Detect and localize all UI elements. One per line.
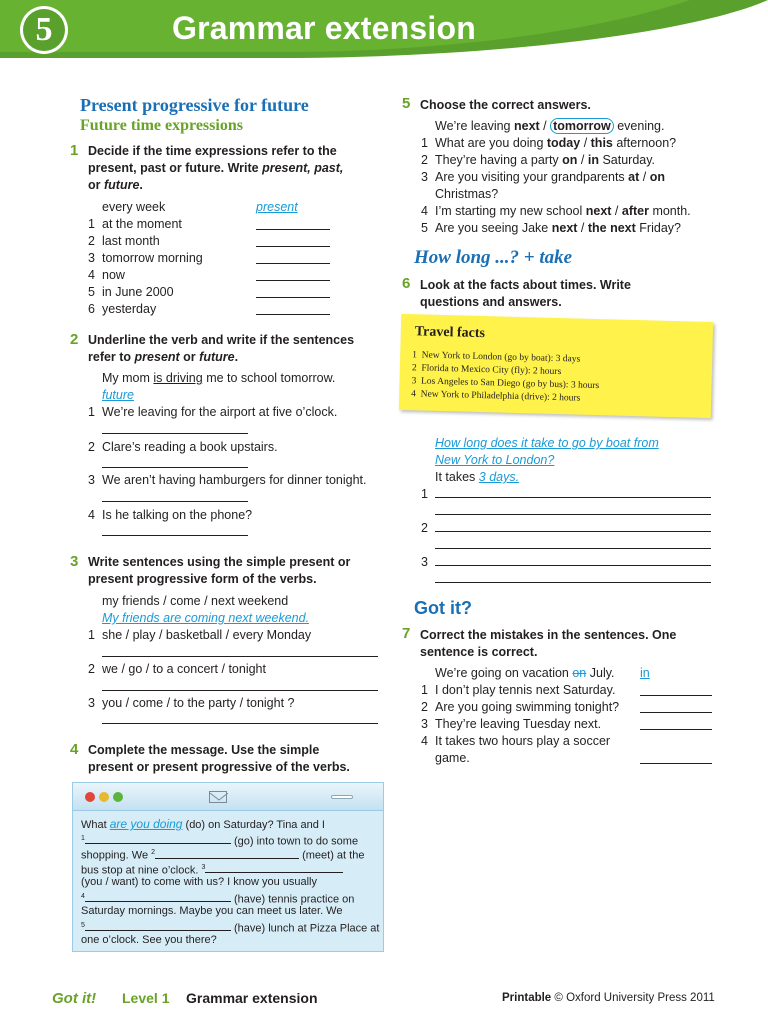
- exercise-number: 4: [70, 741, 79, 758]
- item-number: 2: [421, 521, 428, 535]
- item-number: 4: [421, 734, 428, 748]
- item-number: 3: [421, 170, 428, 184]
- message-window: [72, 782, 384, 952]
- list-item: It takes two hours play a soccer: [435, 734, 611, 748]
- item-number: 1: [421, 487, 428, 501]
- exercise-instruction: sentence is correct.: [420, 645, 538, 659]
- list-item: Are you going swimming tonight?: [435, 700, 620, 714]
- answer-blank[interactable]: [640, 712, 712, 713]
- item-number: 1: [421, 683, 428, 697]
- list-item: she / play / basketball / every Monday: [102, 628, 312, 642]
- section-subtitle: Future time expressions: [80, 117, 243, 134]
- exercise-number: 5: [402, 95, 411, 112]
- example-item: It takes 3 days.: [435, 470, 520, 484]
- item-number: 4: [88, 508, 95, 522]
- unit-number: 5: [35, 11, 53, 48]
- exercise-number: 3: [70, 553, 79, 570]
- item-number: 3: [88, 251, 95, 265]
- list-item: you / come / to the party / tonight ?: [102, 696, 295, 710]
- list-item: They’re having a party on / in Saturday.: [435, 153, 656, 167]
- answer-blank[interactable]: [435, 565, 711, 566]
- item-number: 6: [88, 302, 95, 316]
- exercise-instruction: Look at the facts about times. Write: [420, 278, 631, 292]
- example-item: my friends / come / next weekend: [102, 594, 289, 608]
- exercise-instruction: present progressive form of the verbs.: [88, 572, 317, 586]
- example-answer: New York to London?: [435, 453, 555, 467]
- exercise-instruction: questions and answers.: [420, 295, 562, 309]
- item-number: 3: [421, 717, 428, 731]
- facts-title: Travel facts: [414, 324, 486, 342]
- example-answer: present: [256, 200, 298, 214]
- answer-blank[interactable]: [256, 314, 330, 315]
- list-item: tomorrow morning: [102, 251, 203, 265]
- footer-section: Grammar extension: [186, 990, 318, 1006]
- exercise-number: 6: [402, 275, 411, 292]
- list-item: We aren’t having hamburgers for dinner tonight.: [102, 473, 367, 487]
- message-body: [81, 817, 380, 947]
- list-item: we / go / to a concert / tonight: [102, 662, 266, 676]
- exercise-number: 7: [402, 625, 411, 642]
- fact-item: 4 New York to Philadelphia (drive): 2 hours: [411, 389, 581, 404]
- page-title: Grammar extension: [172, 10, 476, 46]
- example-item: We’re going on vacation on July.: [435, 666, 615, 680]
- exercise-instruction: Correct the mistakes in the sentences. One: [420, 628, 677, 642]
- answer-blank[interactable]: [256, 229, 330, 230]
- exercise-number: 2: [70, 331, 79, 348]
- item-number: 2: [88, 234, 95, 248]
- answer-blank[interactable]: [640, 729, 712, 730]
- example-answer: How long does it take to go by boat from: [435, 436, 659, 450]
- section-title: How long ...? + take: [414, 247, 573, 268]
- list-item: at the moment: [102, 217, 182, 231]
- fact-item: 3 Los Angeles to San Diego (go by bus): 3 hours: [411, 376, 600, 392]
- list-item-continued: game.: [435, 751, 470, 765]
- message-line: $^5$ (have) lunch at Pizza Place at: [81, 921, 380, 935]
- item-number: 1: [88, 628, 95, 642]
- message-line: $^1$ (go) into town to do some: [81, 834, 359, 848]
- exercise-instruction: refer to present or future.: [88, 350, 239, 364]
- answer-blank[interactable]: [256, 280, 330, 281]
- item-number: 3: [88, 473, 95, 487]
- answer-blank[interactable]: [256, 263, 330, 264]
- close-dot-icon[interactable]: [85, 792, 95, 802]
- answer-blank[interactable]: [435, 582, 711, 583]
- exercise-instruction: Decide if the time expressions refer to the: [88, 144, 337, 158]
- exercise-instruction: or future.: [88, 178, 143, 192]
- travel-facts-note: [399, 314, 713, 418]
- maximize-dot-icon[interactable]: [113, 792, 123, 802]
- exercise-instruction: present, past or future. Write present, past,: [88, 161, 344, 175]
- window-bar-icon: [331, 795, 353, 799]
- answer-blank[interactable]: [102, 535, 248, 536]
- message-line: one o’clock. See you there?: [81, 934, 217, 946]
- item-number: 3: [421, 555, 428, 569]
- list-item: They’re leaving Tuesday next.: [435, 717, 602, 731]
- answer-blank[interactable]: [102, 467, 248, 468]
- list-item: I don’t play tennis next Saturday.: [435, 683, 616, 697]
- item-number: 2: [88, 440, 95, 454]
- message-titlebar: [73, 783, 383, 811]
- item-number: 1: [421, 136, 428, 150]
- envelope-icon: [209, 791, 227, 803]
- example-answer: My friends are coming next weekend.: [102, 611, 310, 625]
- list-item: last month: [102, 234, 160, 248]
- page-header: [0, 0, 768, 62]
- example-item: every week: [102, 200, 166, 214]
- answer-blank[interactable]: [102, 656, 378, 657]
- exercise-instruction: Choose the correct answers.: [420, 98, 591, 112]
- answer-blank[interactable]: [435, 548, 711, 549]
- item-number: 2: [421, 153, 428, 167]
- list-item: We’re leaving for the airport at five o’clock.: [102, 405, 338, 419]
- minimize-dot-icon[interactable]: [99, 792, 109, 802]
- item-number: 1: [88, 405, 95, 419]
- message-line: bus stop at nine o’clock. $^3$: [81, 861, 343, 878]
- list-item: Are you visiting your grandparents at / on: [435, 170, 665, 184]
- list-item: yesterday: [102, 302, 157, 316]
- item-number: 2: [88, 662, 95, 676]
- list-item: I’m starting my new school next / after month.: [435, 204, 691, 218]
- exercise-instruction: Write sentences using the simple present or: [88, 555, 351, 569]
- list-item-continued: Christmas?: [435, 187, 499, 201]
- message-line: What are you doing (do) on Saturday? Tina and I: [81, 817, 325, 831]
- answer-blank[interactable]: [256, 297, 330, 298]
- list-item: Clare’s reading a book upstairs.: [102, 440, 278, 454]
- fact-item: 2 Florida to Mexico City (fly): 2 hours: [411, 363, 562, 378]
- section-title: Got it?: [414, 598, 472, 618]
- list-item: What are you doing today / this afternoon?: [435, 136, 677, 150]
- item-number: 4: [421, 204, 428, 218]
- item-number: 5: [88, 285, 95, 299]
- example-answer: in: [640, 666, 650, 680]
- footer-level: Level 1: [122, 990, 170, 1006]
- answer-blank[interactable]: [640, 695, 712, 696]
- list-item: in June 2000: [102, 285, 174, 299]
- item-number: 4: [88, 268, 95, 282]
- footer-copyright: Printable © Oxford University Press 2011: [502, 992, 715, 1004]
- answer-blank[interactable]: [256, 246, 330, 247]
- answer-blank[interactable]: [102, 501, 248, 502]
- exercise-number: 1: [70, 142, 79, 159]
- fact-item: 1 New York to London (go by boat): 3 days: [412, 350, 581, 365]
- message-line: Saturday mornings. Maybe you can meet us later. We: [81, 905, 343, 917]
- exercise-instruction: Complete the message. Use the simple: [88, 743, 320, 757]
- item-number: 1: [88, 217, 95, 231]
- list-item: now: [102, 268, 125, 282]
- brand-logo: Got it!: [52, 990, 97, 1007]
- list-item: Is he talking on the phone?: [102, 508, 253, 522]
- answer-blank[interactable]: [435, 497, 711, 498]
- message-line: shopping. We $^2$ (meet) at the: [81, 849, 365, 862]
- exercise-instruction: Underline the verb and write if the sentences: [88, 333, 355, 347]
- example-answer: future: [102, 388, 134, 402]
- answer-blank[interactable]: [435, 531, 711, 532]
- example-item: We’re leaving next / tomorrow evening.: [435, 119, 665, 133]
- answer-blank[interactable]: [102, 723, 378, 724]
- answer-blank[interactable]: [102, 690, 378, 691]
- item-number: 2: [421, 700, 428, 714]
- example-item: My mom is driving me to school tomorrow.: [102, 371, 336, 385]
- exercise-instruction: present or present progressive of the verbs.: [88, 760, 350, 774]
- list-item: Are you seeing Jake next / the next Friday?: [435, 221, 681, 235]
- answer-blank[interactable]: [102, 433, 248, 434]
- answer-blank[interactable]: [640, 763, 712, 764]
- message-line: (you / want) to come with us? I know you usually: [81, 876, 317, 888]
- message-line: $^4$ (have) tennis practice on: [81, 892, 355, 906]
- answer-blank[interactable]: [435, 514, 711, 515]
- section-title: Present progressive for future: [80, 95, 309, 115]
- item-number: 3: [88, 696, 95, 710]
- item-number: 5: [421, 221, 428, 235]
